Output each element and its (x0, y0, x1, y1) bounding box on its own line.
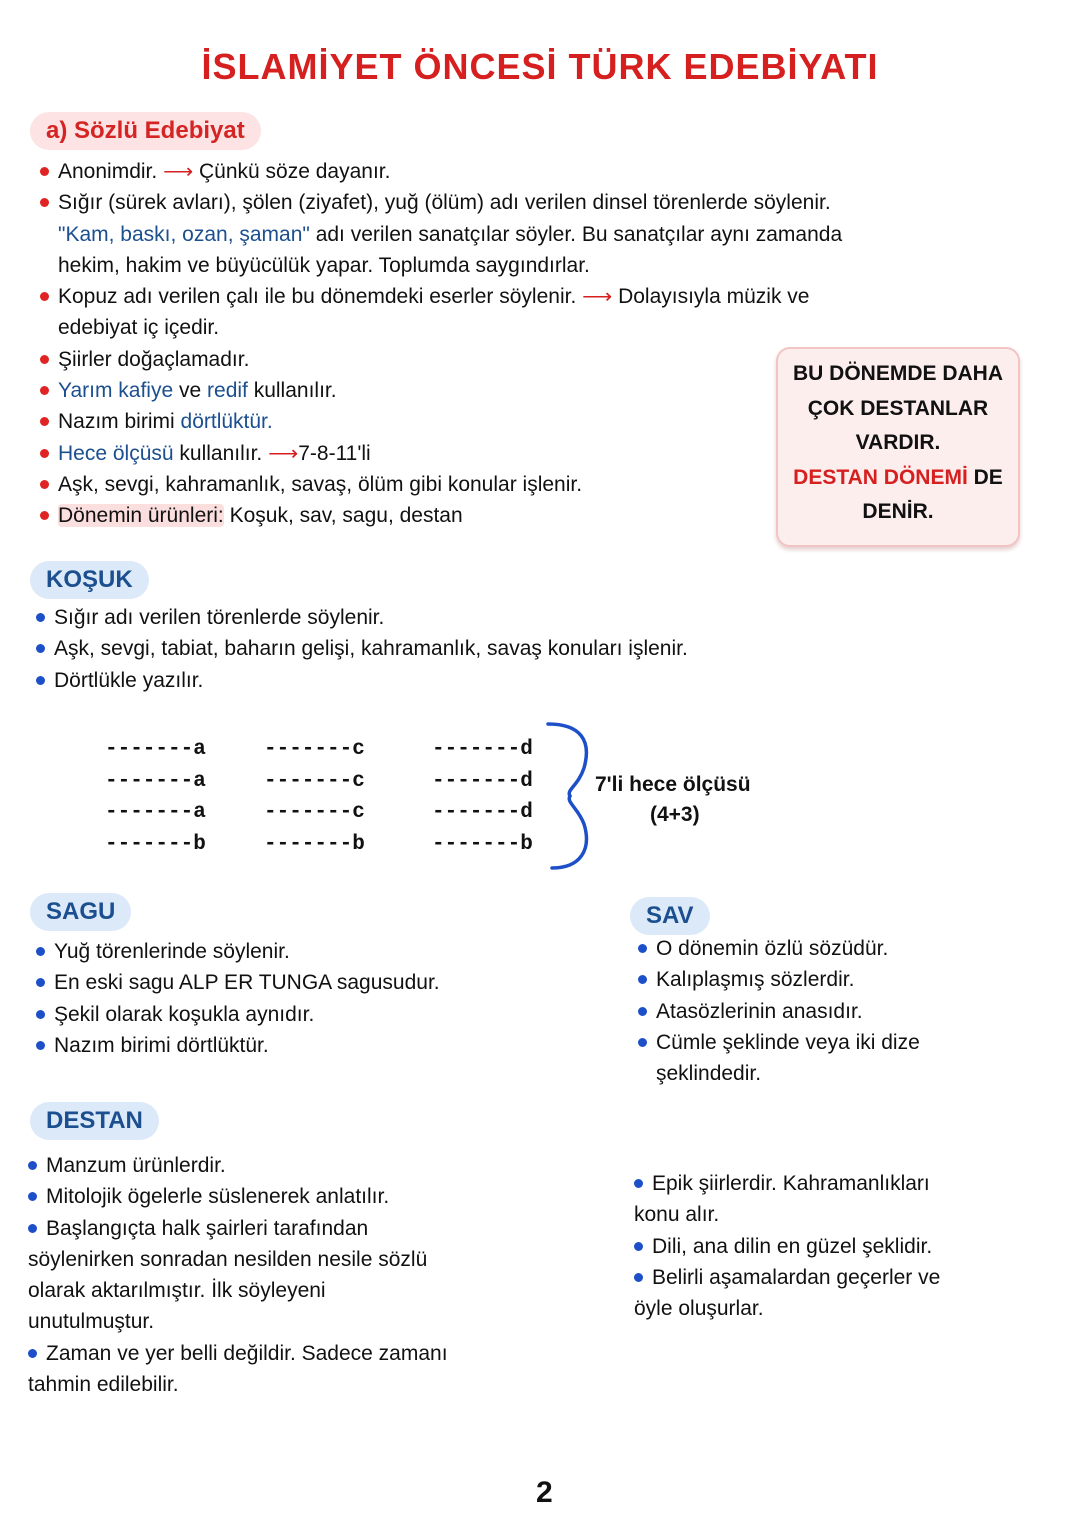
bullet-icon (40, 198, 49, 207)
text-segment: ve (173, 379, 208, 403)
page-number: 2 (536, 1476, 553, 1509)
rhyme-column-3 (432, 734, 533, 860)
bullet-icon (36, 1041, 45, 1050)
list-item (638, 933, 920, 964)
note-line (778, 357, 1018, 392)
text-segment: DE (967, 465, 1003, 489)
text-segment: Sığır adı verilen törenlerde söylenir. (54, 606, 385, 629)
bullet-icon (36, 613, 45, 622)
meter-label: 7'li hece ölçüsü (595, 773, 751, 796)
bullet-icon (36, 676, 45, 685)
text-segment: VARDIR. (855, 431, 941, 454)
list-item (634, 1231, 940, 1262)
text-segment: Hece ölçüsü (58, 441, 174, 465)
list-item (40, 344, 842, 375)
bullet-icon (40, 386, 49, 395)
list-item (28, 1338, 448, 1369)
list-item (28, 1213, 448, 1244)
bullet-icon (36, 1010, 45, 1019)
text-segment: En eski sagu ALP ER TUNGA sagusudur. (54, 971, 440, 995)
page-title: İSLAMİYET ÖNCESİ TÜRK EDEBİYATI (201, 46, 879, 87)
list-item (40, 500, 842, 531)
rhyme-line: -------b (432, 832, 533, 856)
bullet-icon (40, 355, 49, 364)
arrow-icon: ⟶ (582, 285, 619, 309)
rhyme-line: -------c (264, 801, 365, 825)
text-segment: Mitolojik ögelerle süslenerek anlatılır. (46, 1185, 390, 1209)
text-segment: DESTAN DÖNEMİ (793, 465, 968, 489)
text-segment: söylenirken sonradan nesilden nesile sözlü (28, 1247, 428, 1271)
text-segment: Çünkü söze dayanır. (199, 160, 391, 183)
note-line (778, 426, 1018, 461)
list-item (40, 250, 842, 281)
list-item (36, 999, 440, 1030)
list-item (10, 1244, 448, 1275)
sagu-list (36, 936, 440, 1061)
rhyme-line: -------a (105, 769, 206, 793)
list-item (10, 1369, 448, 1400)
text-segment: tahmin edilebilir. (28, 1373, 179, 1397)
rhyme-line: -------a (105, 738, 206, 761)
list-item (638, 964, 920, 995)
list-item (36, 665, 688, 696)
note-line (778, 495, 1018, 530)
text-segment: kullanılır. (173, 441, 269, 465)
arrow-icon: ⟶ (268, 441, 299, 465)
bullet-icon (40, 480, 49, 489)
bullet-icon (634, 1242, 643, 1251)
rhyme-column-1 (105, 734, 206, 860)
text-segment: olarak aktarılmıştır. İlk söyleyeni (28, 1279, 326, 1303)
list-item (638, 1058, 920, 1089)
list-item (36, 936, 440, 967)
list-item (40, 281, 842, 312)
text-segment: Şekil olarak koşukla aynıdır. (54, 1002, 315, 1026)
text-segment: O dönemin özlü sözüdür. (656, 937, 889, 960)
section-heading-destan: DESTAN (30, 1102, 159, 1140)
section-heading-kosuk: KOŞUK (30, 561, 149, 599)
text-segment: hekim, hakim ve büyücülük yapar. Toplumda saygındırlar. (58, 253, 590, 277)
list-item (28, 1181, 448, 1212)
note-line (778, 461, 1018, 496)
text-segment: redif (207, 379, 248, 403)
text-segment: 7-8-11'li (298, 441, 371, 465)
list-item (36, 967, 440, 998)
text-segment: Belirli aşamalardan geçerler ve (652, 1265, 941, 1289)
bullet-icon (40, 167, 49, 176)
text-segment: "Kam, baskı, ozan, şaman" (58, 222, 310, 246)
list-item (40, 312, 842, 343)
text-segment: Şiirler doğaçlamadır. (58, 347, 250, 371)
rhyme-line: -------c (264, 738, 365, 761)
text-segment: şeklindedir. (656, 1062, 762, 1086)
brace-icon (540, 718, 600, 874)
text-segment: Epik şiirlerdir. Kahramanlıkları (652, 1172, 930, 1195)
rhyme-line: -------b (105, 832, 206, 856)
bullet-icon (28, 1224, 37, 1233)
text-segment: adı verilen sanatçılar söyler. Bu sanatçılar aynı zamanda (309, 222, 843, 246)
bullet-icon (40, 292, 49, 301)
rhyme-line: -------d (432, 769, 533, 793)
text-segment: ÇOK DESTANLAR (807, 396, 989, 420)
bullet-icon (638, 1007, 647, 1016)
note-line (778, 392, 1018, 427)
text-segment: Cümle şeklinde veya iki dize (656, 1030, 920, 1054)
list-item (40, 375, 842, 406)
list-item (40, 187, 842, 218)
list-item (40, 406, 842, 437)
bullet-icon (40, 417, 49, 426)
text-segment: Zaman ve yer belli değildir. Sadece zamanı (46, 1341, 448, 1365)
text-segment: Dörtlükle yazılır. (54, 668, 204, 692)
text-segment: Aşk, sevgi, tabiat, baharın gelişi, kahramanlık, savaş konuları işlenir. (54, 637, 688, 661)
text-segment: Dolayısıyla müzik ve (618, 285, 810, 309)
text-segment: Manzum ürünlerdir. (46, 1154, 226, 1177)
bullet-icon (36, 644, 45, 653)
kosuk-list (36, 602, 688, 696)
text-segment: edebiyat iç içedir. (58, 316, 220, 340)
list-item (40, 469, 842, 500)
text-segment: Yuğ törenlerinde söylenir. (54, 940, 290, 963)
list-item (616, 1293, 940, 1324)
list-item (36, 1030, 440, 1061)
text-segment: DENİR. (862, 500, 934, 523)
text-segment: Koşuk, sav, sagu, destan (223, 504, 463, 528)
bullet-icon (40, 511, 49, 520)
bullet-icon (36, 947, 45, 956)
list-item (616, 1199, 940, 1230)
bullet-icon (28, 1161, 37, 1170)
text-segment: Atasözlerinin anasıdır. (656, 999, 863, 1023)
rhyme-line: -------d (432, 801, 533, 825)
list-item (36, 633, 688, 664)
bullet-icon (40, 449, 49, 458)
list-item (36, 602, 688, 633)
rhyme-line: -------b (264, 832, 365, 856)
text-segment: Dili, ana dilin en güzel şeklidir. (652, 1234, 933, 1258)
list-item (638, 1027, 920, 1058)
text-segment: konu alır. (634, 1203, 720, 1227)
bullet-icon (638, 975, 647, 984)
list-item (634, 1262, 940, 1293)
meter-split: (4+3) (650, 803, 700, 826)
list-item (10, 1275, 448, 1306)
destan-left-list (28, 1150, 448, 1400)
bullet-icon (634, 1273, 643, 1282)
list-item (638, 996, 920, 1027)
text-segment: unutulmuştur. (28, 1310, 155, 1334)
list-item (40, 438, 842, 469)
bullet-icon (28, 1192, 37, 1201)
text-segment: Nazım birimi (58, 410, 181, 434)
list-item (10, 1306, 448, 1337)
arrow-icon: ⟶ (163, 160, 200, 183)
rhyme-column-2 (264, 734, 365, 860)
text-segment: dörtlüktür. (180, 410, 273, 434)
sav-list (638, 933, 920, 1089)
text-segment: öyle oluşurlar. (634, 1297, 764, 1321)
text-segment: Kalıplaşmış sözlerdir. (656, 968, 855, 992)
note-box (776, 347, 1020, 547)
bullet-icon (634, 1179, 643, 1188)
text-segment: Dönemin ürünleri: (58, 504, 224, 528)
text-segment: Yarım kafiye (58, 379, 174, 403)
rhyme-line: -------a (105, 801, 206, 825)
rhyme-line: -------d (432, 738, 533, 761)
text-segment: Nazım birimi dörtlüktür. (54, 1033, 269, 1057)
text-segment: Sığır (sürek avları), şölen (ziyafet), yuğ (ölüm) adı verilen dinsel törenlerde söylenir. (58, 191, 831, 215)
text-segment: BU DÖNEMDE DAHA (793, 362, 1003, 385)
rhyme-line: -------c (264, 769, 365, 793)
bullet-icon (638, 944, 647, 953)
text-segment: Aşk, sevgi, kahramanlık, savaş, ölüm gibi konular işlenir. (58, 472, 583, 496)
text-segment: Anonimdir. (58, 160, 164, 183)
section-heading-sagu: SAGU (30, 893, 131, 931)
list-item (634, 1168, 940, 1199)
bullet-icon (638, 1038, 647, 1047)
bullet-icon (28, 1349, 37, 1358)
list-item (40, 156, 842, 187)
section-heading-sav: SAV (630, 897, 710, 935)
list-item (28, 1150, 448, 1181)
text-segment: Kopuz adı verilen çalı ile bu dönemdeki eserler söylenir. (58, 285, 583, 309)
sozlu-list (40, 156, 842, 532)
bullet-icon (36, 978, 45, 987)
list-item (40, 219, 842, 250)
text-segment: Başlangıçta halk şairleri tarafından (46, 1216, 369, 1240)
section-heading-sozlu: a) Sözlü Edebiyat (30, 112, 261, 150)
text-segment: kullanılır. (247, 379, 337, 403)
destan-right-list (634, 1168, 940, 1324)
